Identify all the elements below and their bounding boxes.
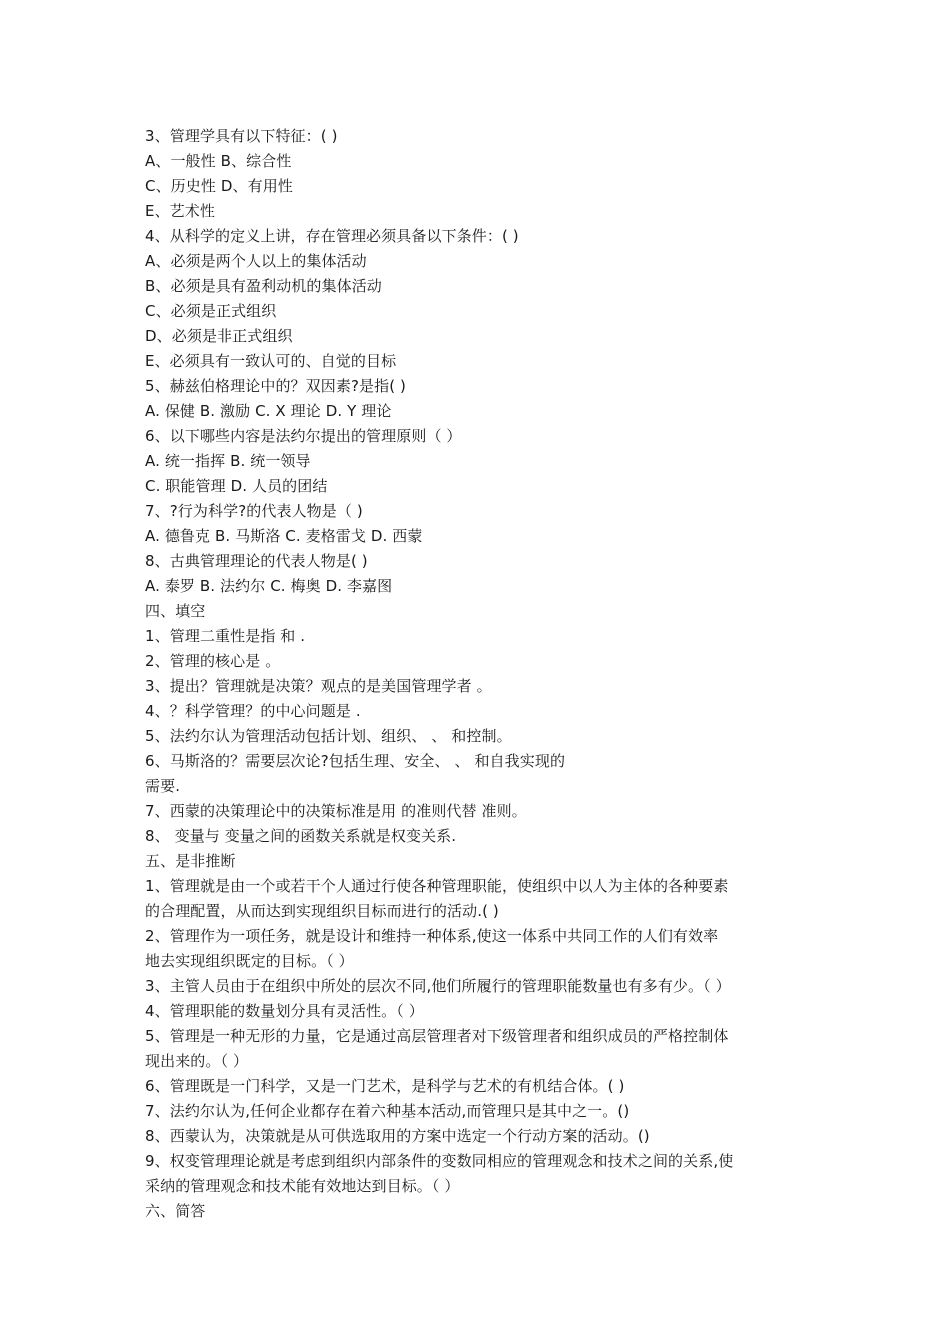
question-5-options: A. 保健 B. 激励 C. X 理论 D. Y 理论	[145, 402, 392, 420]
question-4: 4、从科学的定义上讲，存在管理必须具备以下条件：( )	[145, 227, 519, 245]
true-false-2-continued: 地去实现组织既定的目标。（ ）	[145, 952, 354, 970]
question-4-option-d: D、必须是非正式组织	[145, 327, 293, 345]
section-heading-fill-in: 四、填空	[145, 602, 206, 620]
section-heading-short-answer: 六、简答	[145, 1202, 206, 1220]
section-heading-true-false: 五、是非推断	[145, 852, 236, 870]
true-false-5-continued: 现出来的。（ ）	[145, 1052, 249, 1070]
question-3: 3、管理学具有以下特征：( )	[145, 127, 338, 145]
fill-in-4: 4、？科学管理？的中心问题是 .	[145, 702, 361, 720]
true-false-7: 7、法约尔认为,任何企业都存在着六种基本活动,而管理只是其中之一。()	[145, 1102, 630, 1120]
question-8: 8、古典管理理论的代表人物是( )	[145, 552, 368, 570]
question-5: 5、赫兹伯格理论中的？双因素?是指( )	[145, 377, 406, 395]
true-false-1-continued: 的合理配置，从而达到实现组织目标而进行的活动.( )	[145, 902, 499, 920]
true-false-9-continued: 采纳的管理观念和技术能有效地达到目标。（ ）	[145, 1177, 460, 1195]
fill-in-5: 5、法约尔认为管理活动包括计划、组织、 、 和控制。	[145, 727, 512, 745]
question-3-options-ab: A、一般性 B、综合性	[145, 152, 292, 170]
fill-in-6-continued: 需要.	[145, 777, 181, 795]
question-4-option-a: A、必须是两个人以上的集体活动	[145, 252, 367, 270]
fill-in-6: 6、马斯洛的？需要层次论?包括生理、安全、 、 和自我实现的	[145, 752, 566, 770]
fill-in-7: 7、西蒙的决策理论中的决策标准是用 的准则代替 准则。	[145, 802, 527, 820]
question-3-option-e: E、艺术性	[145, 202, 215, 220]
fill-in-2: 2、管理的核心是 。	[145, 652, 281, 670]
fill-in-1: 1、管理二重性是指 和 .	[145, 627, 306, 645]
question-6: 6、以下哪些内容是法约尔提出的管理原则（ ）	[145, 427, 462, 445]
document-body	[145, 124, 805, 1224]
true-false-2: 2、管理作为一项任务，就是设计和维持一种体系,使这一体系中共同工作的人们有效率	[145, 927, 719, 945]
question-4-option-c: C、必须是正式组织	[145, 302, 277, 320]
question-7-options: A. 德鲁克 B. 马斯洛 C. 麦格雷戈 D. 西蒙	[145, 527, 423, 545]
true-false-4: 4、管理职能的数量划分具有灵活性。（ ）	[145, 1002, 424, 1020]
question-4-option-e: E、必须具有一致认可的、自觉的目标	[145, 352, 397, 370]
question-6-options-ab: A. 统一指挥 B. 统一领导	[145, 452, 311, 470]
true-false-6: 6、管理既是一门科学，又是一门艺术，是科学与艺术的有机结合体。( )	[145, 1077, 625, 1095]
question-3-options-cd: C、历史性 D、有用性	[145, 177, 293, 195]
fill-in-3: 3、提出？管理就是决策？观点的是美国管理学者 。	[145, 677, 492, 695]
true-false-9: 9、权变管理理论就是考虑到组织内部条件的变数同相应的管理观念和技术之间的关系,使	[145, 1152, 734, 1170]
question-7: 7、?行为科学?的代表人物是（ )	[145, 502, 363, 520]
question-4-option-b: B、必须是具有盈利动机的集体活动	[145, 277, 382, 295]
question-6-options-cd: C. 职能管理 D. 人员的团结	[145, 477, 328, 495]
true-false-1: 1、管理就是由一个或若干个人通过行使各种管理职能，使组织中以人为主体的各种要素	[145, 877, 729, 895]
true-false-3: 3、主管人员由于在组织中所处的层次不同,他们所履行的管理职能数量也有多有少。（ ）	[145, 977, 731, 995]
question-8-options: A. 泰罗 B. 法约尔 C. 梅奥 D. 李嘉图	[145, 577, 393, 595]
true-false-8: 8、西蒙认为，决策就是从可供选取用的方案中选定一个行动方案的活动。()	[145, 1127, 650, 1145]
true-false-5: 5、管理是一种无形的力量，它是通过高层管理者对下级管理者和组织成员的严格控制体	[145, 1027, 729, 1045]
fill-in-8: 8、 变量与 变量之间的函数关系就是权变关系.	[145, 827, 457, 845]
